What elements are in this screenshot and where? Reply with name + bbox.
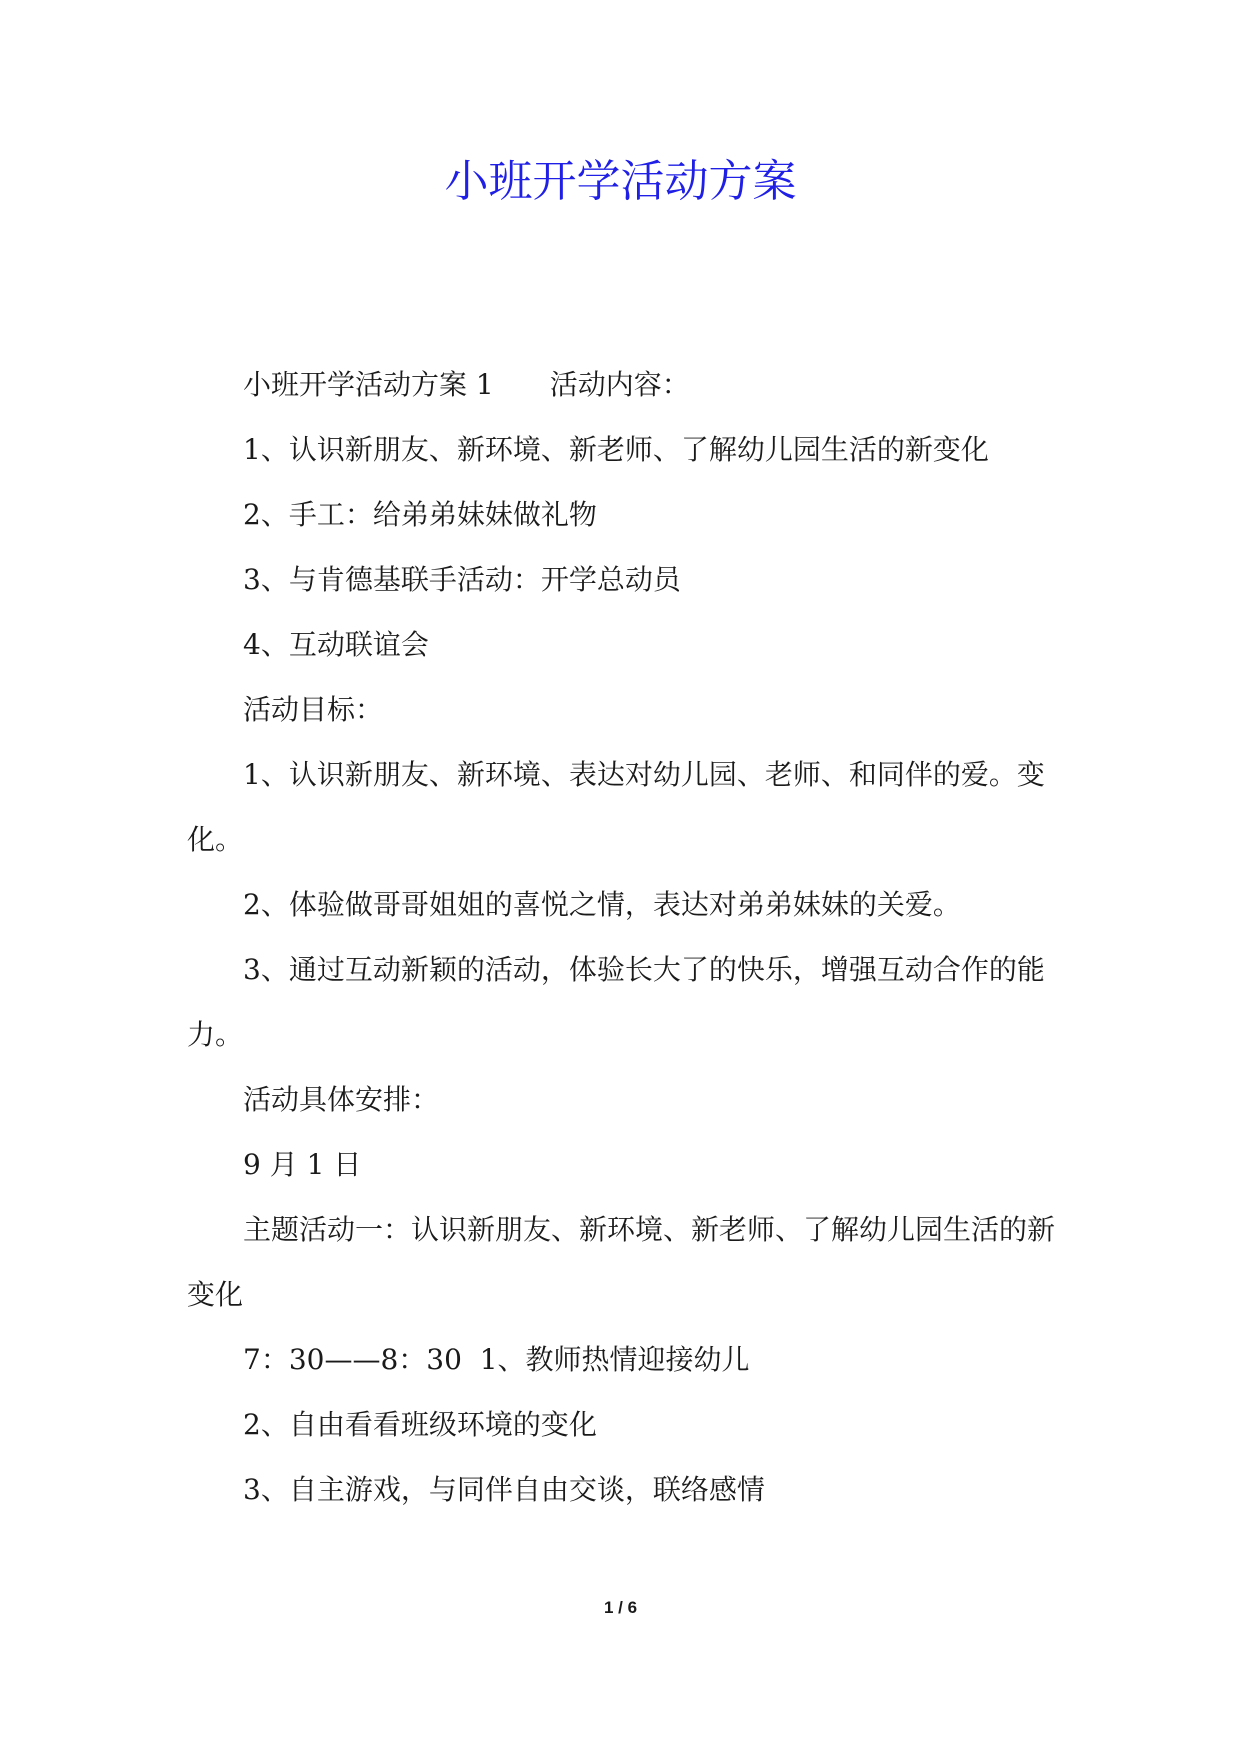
paragraph: 1、认识新朋友、新环境、新老师、了解幼儿园生活的新变化 bbox=[243, 433, 989, 466]
paragraph: 3、通过互动新颖的活动，体验长大了的快乐，增强互动合作的能力。 bbox=[187, 953, 1045, 1051]
paragraph: 2、体验做哥哥姐姐的喜悦之情，表达对弟弟妹妹的关爱。 bbox=[243, 888, 961, 921]
paragraph: 2、手工：给弟弟妹妹做礼物 bbox=[243, 498, 597, 531]
paragraph: 2、自由看看班级环境的变化 bbox=[243, 1408, 597, 1441]
paragraph: 3、与肯德基联手活动：开学总动员 bbox=[243, 563, 681, 596]
paragraph: 主题活动一：认识新朋友、新环境、新老师、了解幼儿园生活的新变化 bbox=[187, 1213, 1056, 1311]
paragraph: 小班开学活动方案 1 活动内容： bbox=[243, 368, 690, 401]
paragraph: 7：30——8：30 1、教师热情迎接幼儿 bbox=[243, 1343, 750, 1376]
document-body bbox=[187, 352, 1056, 1522]
paragraph: 9 月 1 日 bbox=[243, 1148, 362, 1181]
paragraph: 3、自主游戏，与同伴自由交谈，联络感情 bbox=[243, 1473, 765, 1506]
paragraph: 活动目标： bbox=[243, 693, 384, 726]
paragraph: 活动具体安排： bbox=[243, 1083, 440, 1116]
paragraph: 1、认识新朋友、新环境、表达对幼儿园、老师、和同伴的爱。变化。 bbox=[187, 758, 1045, 856]
paragraph: 4、互动联谊会 bbox=[243, 628, 429, 661]
document-title: 小班开学活动方案 bbox=[444, 156, 797, 207]
page-indicator: 1 / 6 bbox=[603, 1598, 638, 1617]
